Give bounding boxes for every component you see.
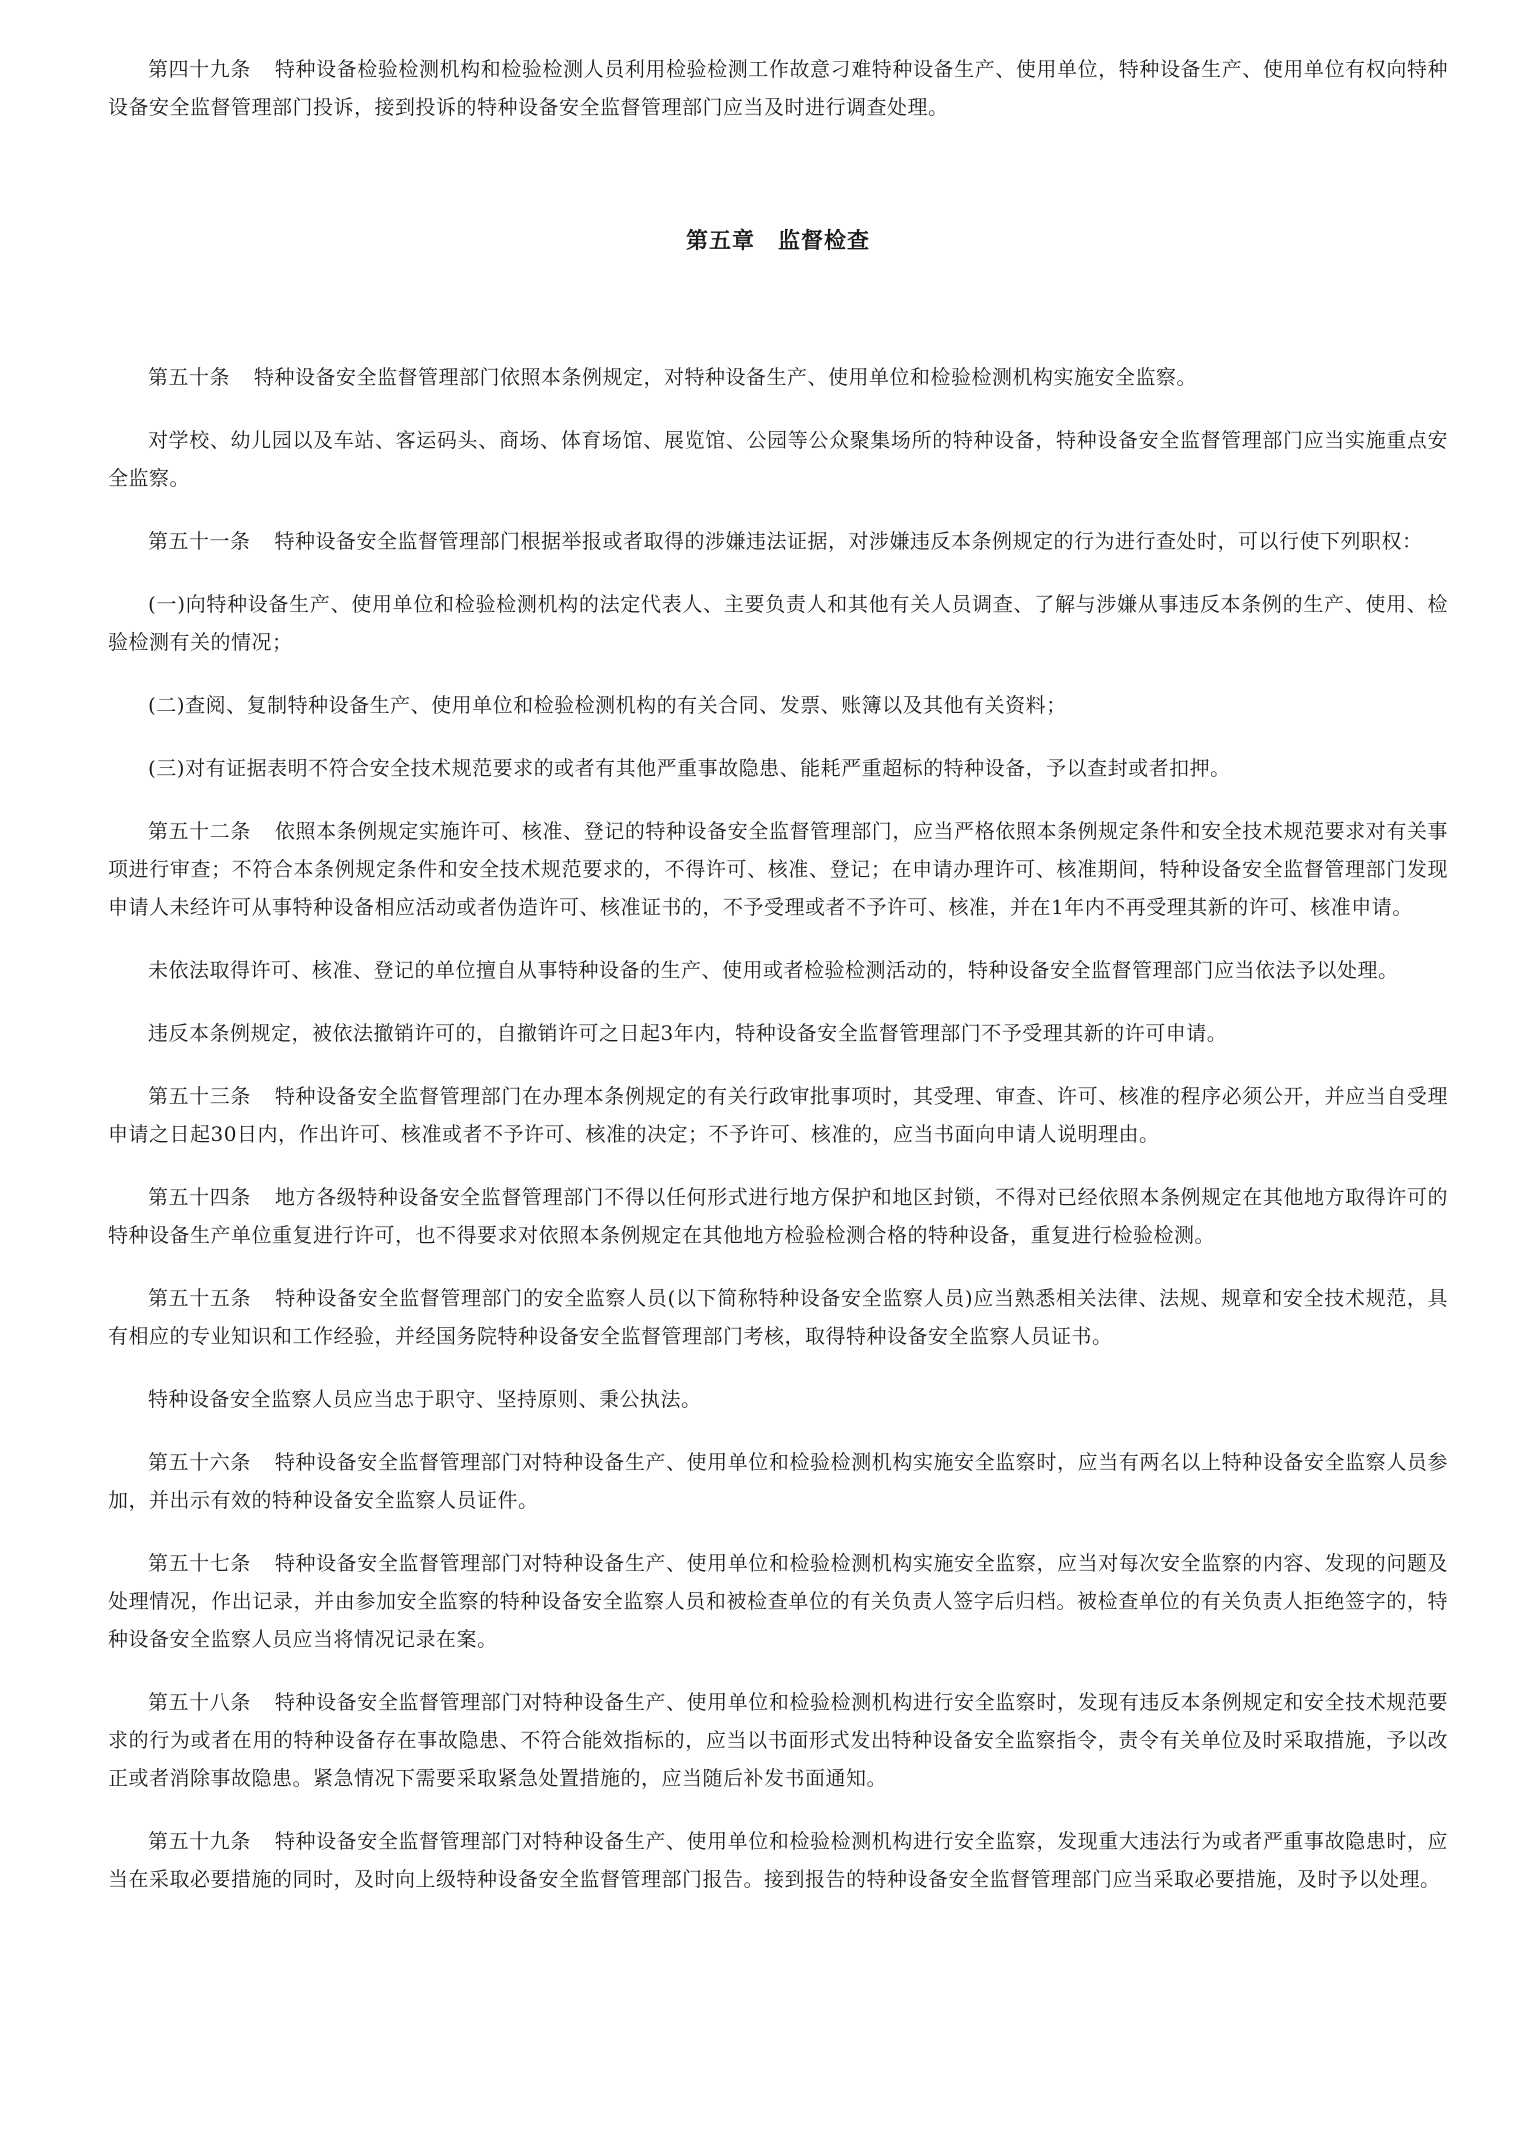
article-number: 第五十条 xyxy=(148,365,230,389)
article-text: 特种设备安全监督管理部门在办理本条例规定的有关行政审批事项时，其受理、审查、许可、核准的程序必须公开，并应当自受理申请之日起30日内，作出许可、核准或者不予许可、核准的决定；不予许可、核准的，应当书面向申请人说明理由。 xyxy=(108,1084,1449,1146)
article-text: 特种设备安全监督管理部门对特种设备生产、使用单位和检验检测机构实施安全监察，应当对每次安全监察的内容、发现的问题及处理情况，作出记录，并由参加安全监察的特种设备安全监察人员和被检查单位的有关负责人签字后归档。被检查单位的有关负责人拒绝签字的，特种设备安全监察人员应当将情况记录在案。 xyxy=(108,1551,1449,1651)
paragraph-text: 违反本条例规定，被依法撤销许可的，自撤销许可之日起3年内，特种设备安全监督管理部门不予受理其新的许可申请。 xyxy=(148,1021,1228,1045)
article-text: 特种设备安全监督管理部门对特种设备生产、使用单位和检验检测机构实施安全监察时，应当有两名以上特种设备安全监察人员参加，并出示有效的特种设备安全监察人员证件。 xyxy=(108,1450,1449,1512)
article-number: 第五十六条 xyxy=(148,1450,251,1474)
article-text: 地方各级特种设备安全监督管理部门不得以任何形式进行地方保护和地区封锁，不得对已经依照本条例规定在其他地方取得许可的特种设备生产单位重复进行许可，也不得要求对依照本条例规定在其他地方检验检测合格的特种设备，重复进行检验检测。 xyxy=(108,1185,1449,1247)
article-text: 特种设备安全监督管理部门的安全监察人员(以下简称特种设备安全监察人员)应当熟悉相关法律、法规、规章和安全技术规范，具有相应的专业知识和工作经验，并经国务院特种设备安全监督管理部门考核，取得特种设备安全监察人员证书。 xyxy=(108,1286,1448,1348)
article-54 xyxy=(108,1178,1448,1254)
article-text: 特种设备检验检测机构和检验检测人员利用检验检测工作故意刁难特种设备生产、使用单位，特种设备生产、使用单位有权向特种设备安全监督管理部门投诉，接到投诉的特种设备安全监督管理部门应当及时进行调查处理。 xyxy=(108,57,1449,119)
article-55-paragraph-2 xyxy=(108,1380,1448,1418)
article-text: 特种设备安全监督管理部门对特种设备生产、使用单位和检验检测机构进行安全监察时，发现有违反本条例规定和安全技术规范要求的行为或者在用的特种设备存在事故隐患、不符合能效指标的，应当以书面形式发出特种设备安全监察指令，责令有关单位及时采取措施，予以改正或者消除事故隐患。紧急情况下需要采取紧急处置措施的，应当随后补发书面通知。 xyxy=(108,1690,1449,1790)
article-52-paragraph-2 xyxy=(108,951,1448,989)
article-58 xyxy=(108,1683,1448,1797)
article-53 xyxy=(108,1077,1448,1153)
paragraph-text: 特种设备安全监察人员应当忠于职守、坚持原则、秉公执法。 xyxy=(148,1387,702,1411)
document-page xyxy=(108,50,1448,1923)
article-52 xyxy=(108,812,1448,926)
paragraph-text: (三)对有证据表明不符合安全技术规范要求的或者有其他严重事故隐患、能耗严重超标的特种设备，予以查封或者扣押。 xyxy=(148,756,1231,780)
article-number: 第五十一条 xyxy=(148,529,251,553)
article-text: 特种设备安全监督管理部门依照本条例规定，对特种设备生产、使用单位和检验检测机构实施安全监察。 xyxy=(254,365,1197,389)
article-number: 第五十七条 xyxy=(148,1551,251,1575)
article-55 xyxy=(108,1279,1448,1355)
article-number: 第五十三条 xyxy=(148,1084,251,1108)
article-51-item-3 xyxy=(108,749,1448,787)
article-51-item-1 xyxy=(108,585,1448,661)
article-number: 第五十二条 xyxy=(148,819,251,843)
article-59 xyxy=(108,1822,1448,1898)
article-50-paragraph-2 xyxy=(108,421,1448,497)
article-number: 第五十八条 xyxy=(148,1690,251,1714)
article-text: 特种设备安全监督管理部门对特种设备生产、使用单位和检验检测机构进行安全监察，发现重大违法行为或者严重事故隐患时，应当在采取必要措施的同时，及时向上级特种设备安全监督管理部门报告。接到报告的特种设备安全监督管理部门应当采取必要措施，及时予以处理。 xyxy=(108,1829,1449,1891)
paragraph-text: 未依法取得许可、核准、登记的单位擅自从事特种设备的生产、使用或者检验检测活动的，特种设备安全监督管理部门应当依法予以处理。 xyxy=(148,958,1399,982)
chapter-heading: 第五章 监督检查 xyxy=(685,229,870,254)
article-number: 第五十九条 xyxy=(148,1829,251,1853)
article-56 xyxy=(108,1443,1448,1519)
article-number: 第四十九条 xyxy=(148,57,251,81)
paragraph-text: 对学校、幼儿园以及车站、客运码头、商场、体育场馆、展览馆、公园等公众聚集场所的特种设备，特种设备安全监督管理部门应当实施重点安全监察。 xyxy=(108,428,1448,490)
article-number: 第五十四条 xyxy=(148,1185,251,1209)
article-49 xyxy=(108,50,1448,126)
article-52-paragraph-3 xyxy=(108,1014,1448,1052)
article-57 xyxy=(108,1544,1448,1658)
article-51 xyxy=(108,522,1448,560)
article-50 xyxy=(108,358,1448,396)
article-number: 第五十五条 xyxy=(148,1286,252,1310)
article-text: 依照本条例规定实施许可、核准、登记的特种设备安全监督管理部门，应当严格依照本条例规定条件和安全技术规范要求对有关事项进行审查；不符合本条例规定条件和安全技术规范要求的，不得许可、核准、登记；在申请办理许可、核准期间，特种设备安全监督管理部门发现申请人未经许可从事特种设备相应活动或者伪造许可、核准证书的，不予受理或者不予许可、核准，并在1年内不再受理其新的许可、核准申请。 xyxy=(108,819,1449,919)
article-text: 特种设备安全监督管理部门根据举报或者取得的涉嫌违法证据，对涉嫌违反本条例规定的行为进行查处时，可以行使下列职权： xyxy=(274,529,1423,553)
paragraph-text: (二)查阅、复制特种设备生产、使用单位和检验检测机构的有关合同、发票、账簿以及其他有关资料； xyxy=(148,693,1067,717)
paragraph-text: (一)向特种设备生产、使用单位和检验检测机构的法定代表人、主要负责人和其他有关人员调查、了解与涉嫌从事违反本条例的生产、使用、检验检测有关的情况； xyxy=(108,592,1448,654)
article-51-item-2 xyxy=(108,686,1448,724)
